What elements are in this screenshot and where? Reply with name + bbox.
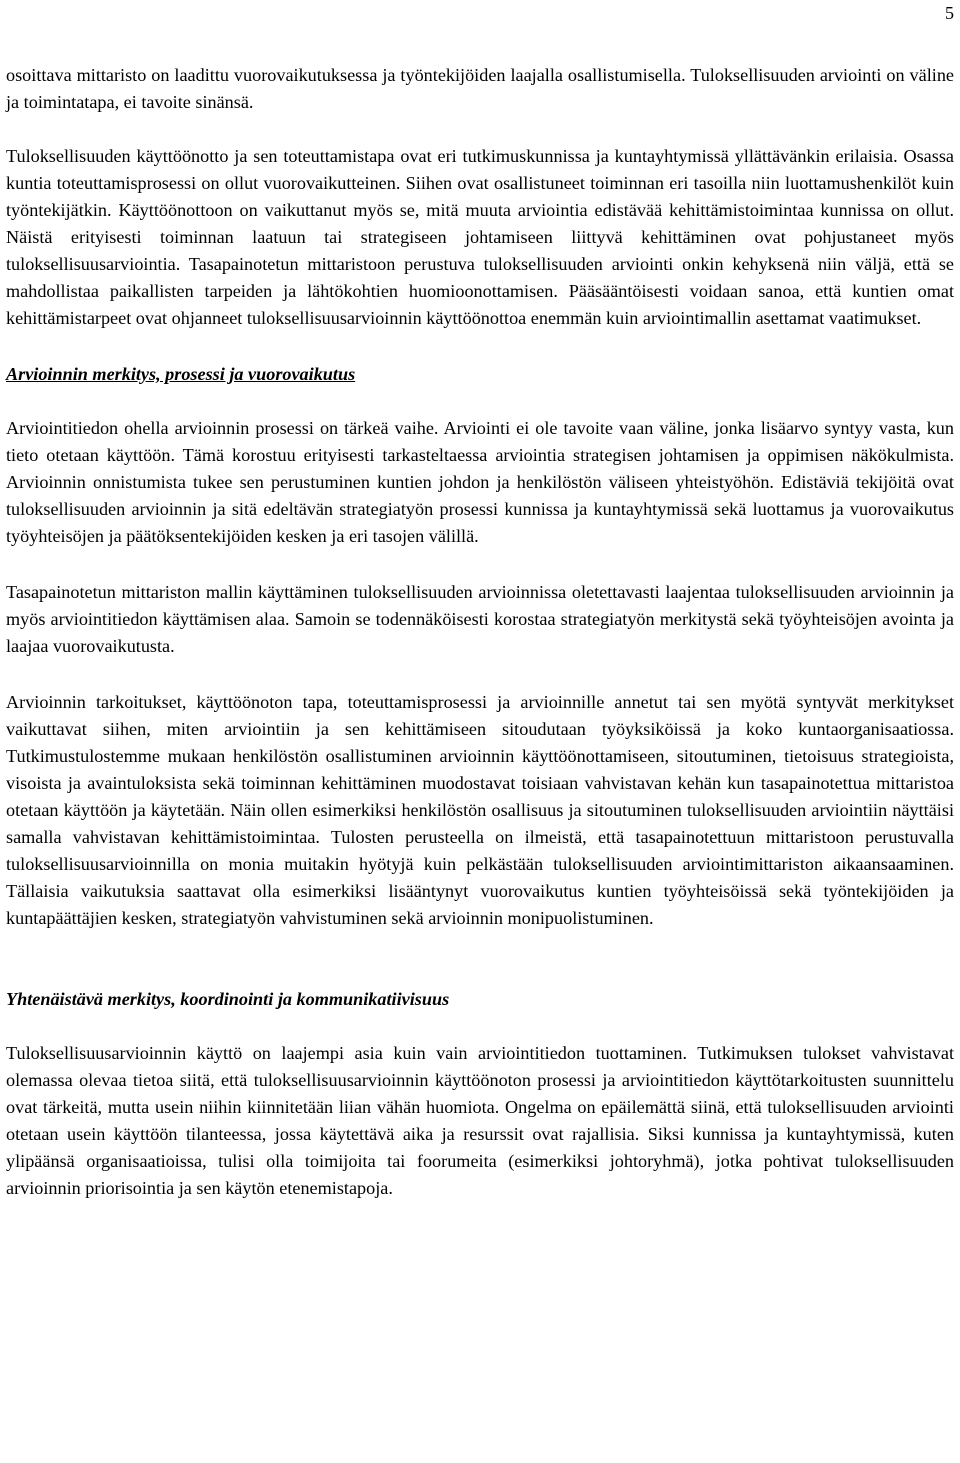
section-heading-evaluation-significance: Arvioinnin merkitys, prosessi ja vuorovaikutus [6,364,356,384]
paragraph-evaluation-use: Tuloksellisuusarvioinnin käyttö on laajempi asia kuin vain arviointitiedon tuottaminen. Tutkimuksen tulokset vahvistavat olemassa olevaa tietoa siitä, että tuloksellisuusarvioinnin käyttöönoton prosessi ja arviointitiedon käyttötarkoitusten suunnittelu ovat tärkeitä, mutta usein niihin kiinnitetään liian vähän huomiota. Ongelma on epäilemättä siinä, että tuloksellisuuden arviointi otetaan usein käyttöön tilanteessa, jossa käytettävä aika ja resurssit ovat rajallisia. Siksi kunnissa ja kuntayhtymissä, kuten ylipäänsä organisaatioissa, tulisi olla toimijoita tai foorumeita (esimerkiksi johtoryhmä), jotka pohtivat tuloksellisuuden arvioinnin priorisointia ja sen käytön etenemistapoja. [6,1043,954,1198]
paragraph-intro-continuation: osoittava mittaristo on laadittu vuorovaikutuksessa ja työntekijöiden laajalla osallistumisella. Tuloksellisuuden arviointi on väline ja toimintatapa, ei tavoite sinänsä. [6,65,954,112]
section-heading-unifying-significance: Yhtenäistävä merkitys, koordinointi ja kommunikatiivisuus [6,989,450,1009]
paragraph-evaluation-process: Arviointitiedon ohella arvioinnin prosessi on tärkeä vaihe. Arviointi ei ole tavoite vaan väline, jonka lisäarvo syntyy vasta, kun tieto otetaan käyttöön. Tämä korostuu erityisesti tarkasteltaessa arviointia strategisen johtamisen ja oppimisen näkökulmista. Arvioinnin onnistumista tukee sen perustuminen kuntien johdon ja henkilöstön väliseen yhteistyöhön. Edistäviä tekijöitä ovat tuloksellisuuden arvioinnin ja sitä edeltävän strategiatyön prosessi kunnissa ja kuntayhtymissä sekä luottamus ja vuorovaikutus työyhteisöjen ja päätöksentekijöiden kesken ja eri tasojen välillä. [6,418,954,546]
paragraph-balanced-scorecard: Tasapainotetun mittariston mallin käyttäminen tuloksellisuuden arvioinnissa oletettavasti laajentaa tuloksellisuuden arvioinnin ja myös arviointitiedon käyttämisen alaa. Samoin se todennäköisesti korostaa strategiatyön merkitystä sekä työyhteisöjen avointa ja laajaa vuorovaikutusta. [6,582,954,656]
page-number: 5 [945,3,954,23]
paragraph-evaluation-purposes: Arvioinnin tarkoitukset, käyttöönoton tapa, toteuttamisprosessi ja arvioinnille annetut tai sen myötä syntyvät merkitykset vaikuttavat siihen, miten arviointiin ja sen kehittämiseen sitoudutaan työyksiköissä ja koko kuntaorganisaatiossa. Tutkimustulostemme mukaan henkilöstön osallistuminen arvioinnin käyttöönottamiseen, sitoutuminen, tietoisuus strategioista, visoista ja avaintuloksista sekä toiminnan kehittäminen muodostavat toisiaan vahvistavan kehän kun tasapainotettua mittaristoa otetaan käyttöön ja käytetään. Näin ollen esimerkiksi henkilöstön osallisuus ja sitoutuminen tuloksellisuuden arviointiin näyttäisi samalla vahvistavan kehittämistoimintaa. Tulosten perusteella on ilmeistä, että tasapainotettuun mittaristoon perustuvalla tuloksellisuusarvioinnilla on monia muitakin hyötyjä kuin pelkästään tuloksellisuuden arviointimittariston aikaansaaminen. Tällaisia vaikutuksia saattavat olla esimerkiksi lisääntynyt vuorovaikutus kuntien työyhteisöissä sekä työntekijöiden ja kuntapäättäjien kesken, strategiatyön vahvistuminen sekä arvioinnin monipuolistuminen. [6,692,954,928]
page-body [6,62,954,1202]
paragraph-implementation: Tuloksellisuuden käyttöönotto ja sen toteuttamistapa ovat eri tutkimuskunnissa ja kuntayhtymissä yllättävänkin erilaisia. Osassa kuntia toteuttamisprosessi on ollut vuorovaikutteinen. Siihen ovat osallistuneet toiminnan eri tasoilla niin luottamushenkilöt kuin työntekijätkin. Käyttöönottoon on vaikuttanut myös se, mitä muuta arviointia edistävää kehittämistoimintaa kunnissa on ollut. Näistä erityisesti toiminnan laatuun tai strategiseen johtamiseen liittyvä kehittäminen ovat pohjustaneet myös tuloksellisuusarviointia. Tasapainotetun mittaristoon perustuva tuloksellisuuden arviointi onkin kehyksenä niin väljä, että se mahdollistaa paikallisten tarpeiden ja lähtökohtien huomioonottamisen. Pääsääntöisesti voidaan sanoa, että kuntien omat kehittämistarpeet ovat ohjanneet tuloksellisuusarvioinnin käyttöönottoa enemmän kuin arviointimallin asettamat vaatimukset. [6,146,954,328]
